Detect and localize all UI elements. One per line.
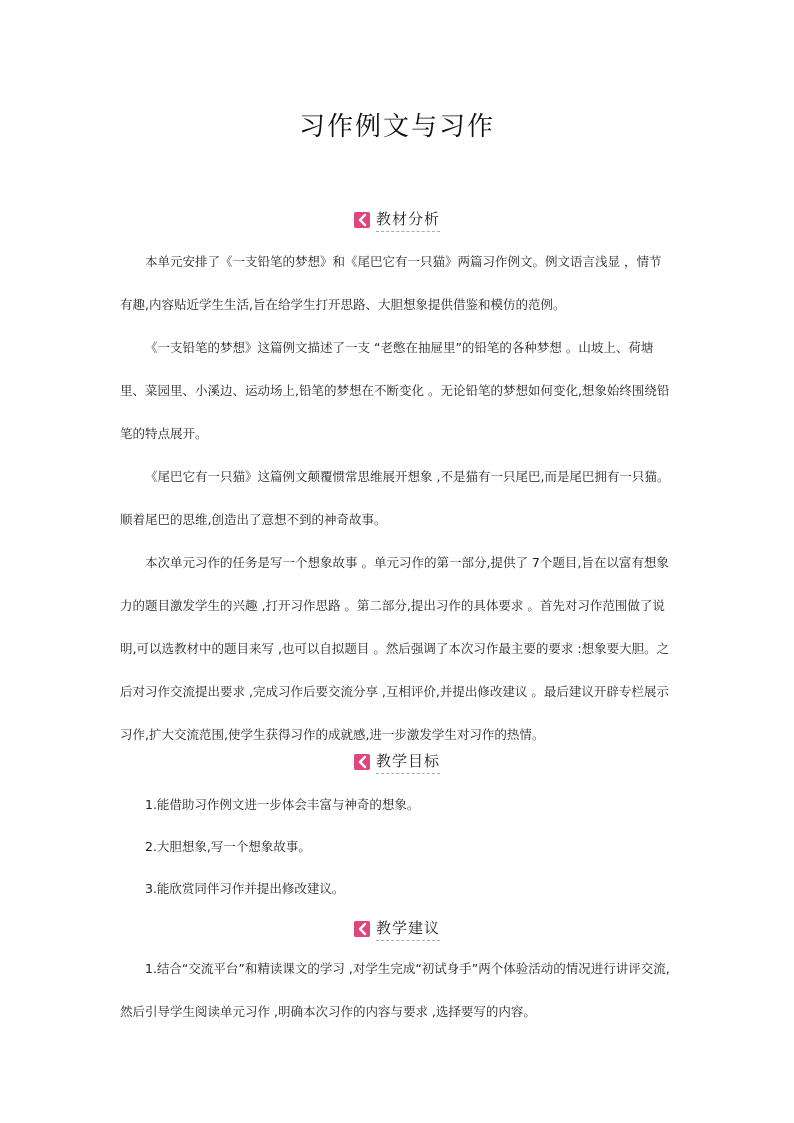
section-header-suggestions — [0, 917, 794, 941]
goal-item: 2.大胆想象,写一个想象故事。 — [145, 839, 311, 854]
section-header-analysis — [0, 208, 794, 232]
section-marker-icon — [354, 212, 370, 228]
analysis-paragraph: 《尾巴它有一只猫》这篇例文颠覆惯常思维展开想象 ,不是猫有一只尾巴,而是尾巴拥有一只猫。顺着尾巴的思维,创造出了意想不到的神奇故事。 — [120, 469, 670, 527]
section-title: 教材分析 — [376, 208, 440, 232]
section-marker-icon — [354, 754, 370, 770]
analysis-paragraph: 《一支铅笔的梦想》这篇例文描述了一支 “老憋在抽屉里”的铅笔的各种梦想 。山坡上、荷塘里、菜园里、小溪边、运动场上,铅笔的梦想在不断变化 。无论铅笔的梦想如何变化,想象始终围绕铅笔的特点展开。 — [120, 340, 670, 441]
section-header-goals — [0, 750, 794, 774]
section-marker-icon — [354, 921, 370, 937]
analysis-paragraph: 本次单元习作的任务是写一个想象故事 。单元习作的第一部分,提供了 7个题目,旨在以富有想象力的题目激发学生的兴趣 ,打开习作思路 。第二部分,提出习作的具体要求 。首先对习作范围做了说明,可以选教材中的题目来写 ,也可以自拟题目 。然后强调了本次习作最主要的要求 :想象要大胆。之后对习作交流提出要求 ,完成习作后要交流分享 ,互相评价,并提出修改建议 。最后建议开辟专栏展示习作,扩大交流范围,使学生获得习作的成就感,进一步激发学生对习作的热情。 — [120, 555, 670, 742]
goal-item: 1.能借助习作例文进一步体会丰富与神奇的想象。 — [145, 797, 420, 812]
goal-item: 3.能欣赏同伴习作并提出修改建议。 — [145, 881, 345, 896]
section-title: 教学目标 — [376, 750, 440, 774]
analysis-paragraph: 本单元安排了《一支铅笔的梦想》和《尾巴它有一只猫》两篇习作例文。例文语言浅显 ，情节有趣,内容贴近学生生活,旨在给学生打开思路、大胆想象提供借鉴和模仿的范例。 — [120, 254, 662, 312]
section-title: 教学建议 — [376, 917, 440, 941]
suggestion-paragraph: 1.结合“交流平台”和精读课文的学习 ,对学生完成“初试身手”两个体验活动的情况进行讲评交流,然后引导学生阅读单元习作 ,明确本次习作的内容与要求 ,选择要写的内容。 — [120, 961, 670, 1019]
page-title: 习作例文与习作 — [298, 112, 495, 142]
